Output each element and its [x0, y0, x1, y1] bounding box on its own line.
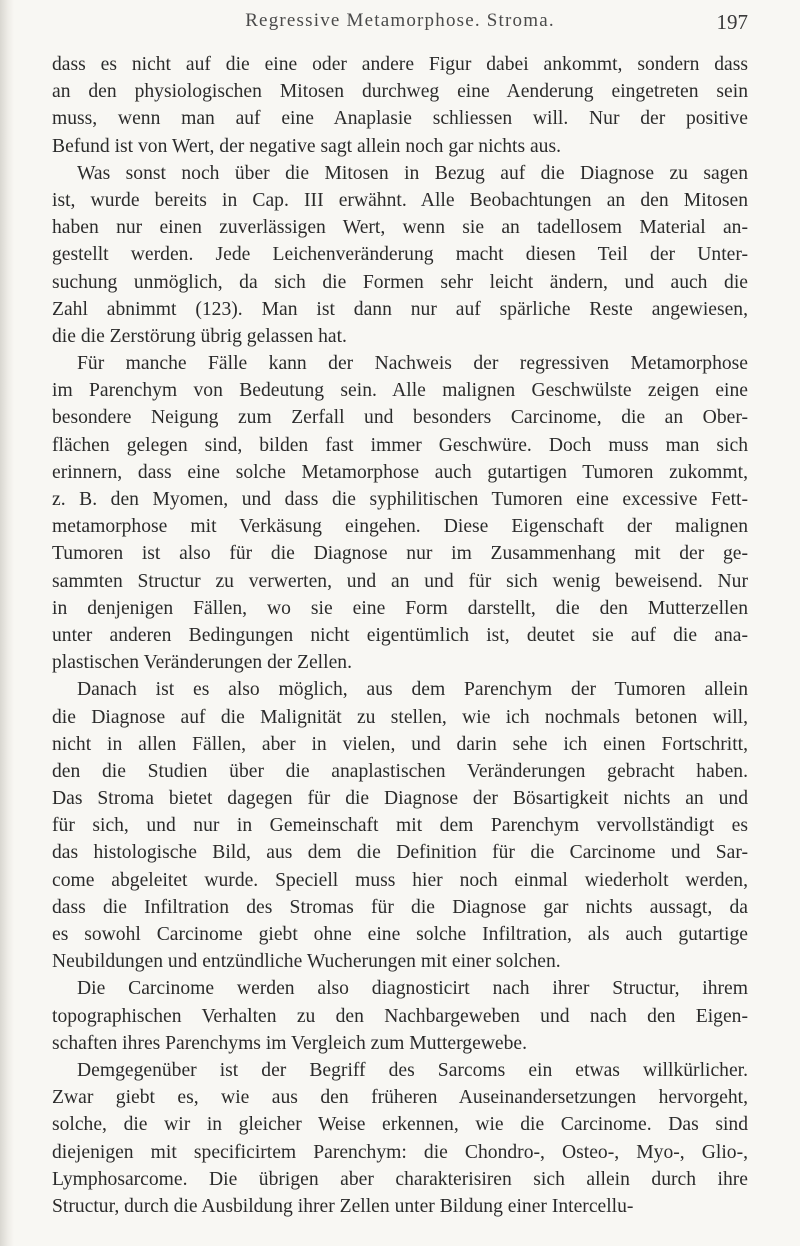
running-title: Regressive Metamorphose. Stroma.	[245, 10, 555, 31]
text-line: die Diagnose auf die Malignität zu stellen, wie ich nochmals betonen will,	[52, 706, 748, 728]
text-line: unter anderen Bedingungen nicht eigentümlich ist, deutet sie auf die ana-	[52, 624, 748, 646]
text-line: Structur, durch die Ausbildung ihrer Zellen unter Bildung einer Intercellu-	[52, 1195, 634, 1217]
paragraph	[52, 160, 748, 350]
text-line: plastischen Veränderungen der Zellen.	[52, 652, 352, 674]
page-number: 197	[716, 10, 748, 34]
text-line: Neubildungen und entzündliche Wucherungen mit einer solchen.	[52, 951, 561, 973]
text-line: haben nur einen zuverlässigen Wert, wenn sie an tadellosem Material an-	[52, 217, 748, 239]
text-line: Was sonst noch über die Mitosen in Bezug auf die Diagnose zu sagen	[77, 162, 748, 184]
text-line: Lymphosarcome. Die übrigen aber charakterisiren sich allein durch ihre	[52, 1168, 748, 1190]
text-line: Für manche Fälle kann der Nachweis der regressiven Metamorphose	[77, 353, 748, 375]
text-line: an den physiologischen Mitosen durchweg eine Aenderung eingetreten sein	[52, 81, 748, 103]
text-line: nicht in allen Fällen, aber in vielen, und darin sehe ich einen Fortschritt,	[52, 733, 748, 755]
text-line: topographischen Verhalten zu den Nachbargeweben und nach den Eigen-	[52, 1005, 748, 1027]
text-line: Befund ist von Wert, der negative sagt allein noch gar nichts aus.	[52, 135, 561, 157]
text-line: diejenigen mit specificirtem Parenchym: die Chondro-, Osteo-, Myo-, Glio-,	[52, 1141, 748, 1163]
text-line: den die Studien über die anaplastischen Veränderungen gebracht haben.	[52, 760, 748, 782]
text-line: schaften ihres Parenchyms im Vergleich zum Muttergewebe.	[52, 1032, 528, 1054]
text-line: sammten Structur zu verwerten, und an und für sich wenig beweisend. Nur	[52, 570, 748, 592]
text-line: die die Zerstörung übrig gelassen hat.	[52, 325, 347, 347]
text-line: Danach ist es also möglich, aus dem Parenchym der Tumoren allein	[77, 679, 748, 701]
text-line: Demgegenüber ist der Begriff des Sarcoms ein etwas willkürlicher.	[77, 1059, 748, 1081]
paragraph	[52, 975, 748, 1057]
text-line: dass es nicht auf die eine oder andere Figur dabei ankommt, sondern dass	[52, 54, 748, 75]
text-line: Tumoren ist also für die Diagnose nur im Zusammenhang mit der ge-	[52, 543, 748, 565]
paragraph	[52, 350, 748, 676]
body-text	[52, 51, 748, 1220]
text-line: solche, die wir in gleicher Weise erkennen, wie die Carcinome. Das sind	[52, 1114, 748, 1136]
paragraph	[52, 676, 748, 975]
text-line: erinnern, dass eine solche Metamorphose auch gutartigen Tumoren zukommt,	[52, 461, 748, 483]
text-line: metamorphose mit Verkäsung eingehen. Diese Eigenschaft der malignen	[52, 516, 748, 538]
text-line: muss, wenn man auf eine Anaplasie schliessen will. Nur der positive	[52, 108, 748, 130]
page-gutter-shadow	[0, 0, 14, 1246]
running-head	[0, 6, 800, 36]
text-line: das histologische Bild, aus dem die Definition für die Carcinome und Sar-	[52, 842, 748, 864]
text-line: z. B. den Myomen, und dass die syphilitischen Tumoren eine excessive Fett-	[52, 489, 748, 510]
text-line: Die Carcinome werden also diagnosticirt nach ihrer Structur, ihrem	[77, 978, 748, 1000]
paragraph	[52, 51, 748, 160]
text-line: in denjenigen Fällen, wo sie eine Form darstellt, die den Mutterzellen	[52, 597, 748, 619]
text-line: dass die Infiltration des Stromas für die Diagnose gar nichts aussagt, da	[52, 896, 748, 918]
text-line: Das Stroma bietet dagegen für die Diagnose der Bösartigkeit nichts an und	[52, 788, 748, 810]
text-line: flächen gelegen sind, bilden fast immer Geschwüre. Doch muss man sich	[52, 434, 748, 456]
text-line: Zwar giebt es, wie aus den früheren Auseinandersetzungen hervorgeht,	[52, 1087, 748, 1109]
text-line: ist, wurde bereits in Cap. III erwähnt. Alle Beobachtungen an den Mitosen	[52, 189, 748, 211]
text-line: besondere Neigung zum Zerfall und besonders Carcinome, die an Ober-	[52, 407, 748, 429]
text-line: gestellt werden. Jede Leichenveränderung macht diesen Teil der Unter-	[52, 244, 748, 266]
text-line: im Parenchym von Bedeutung sein. Alle malignen Geschwülste zeigen eine	[52, 380, 748, 402]
text-line: Zahl abnimmt (123). Man ist dann nur auf spärliche Reste angewiesen,	[52, 298, 748, 320]
text-line: suchung unmöglich, da sich die Formen sehr leicht ändern, und auch die	[52, 271, 748, 293]
text-line: für sich, und nur in Gemeinschaft mit dem Parenchym vervollständigt es	[52, 815, 748, 837]
text-line: come abgeleitet wurde. Speciell muss hier noch einmal wiederholt werden,	[52, 869, 748, 891]
text-line: es sowohl Carcinome giebt ohne eine solche Infiltration, als auch gutartige	[52, 924, 748, 945]
paragraph	[52, 1057, 748, 1220]
